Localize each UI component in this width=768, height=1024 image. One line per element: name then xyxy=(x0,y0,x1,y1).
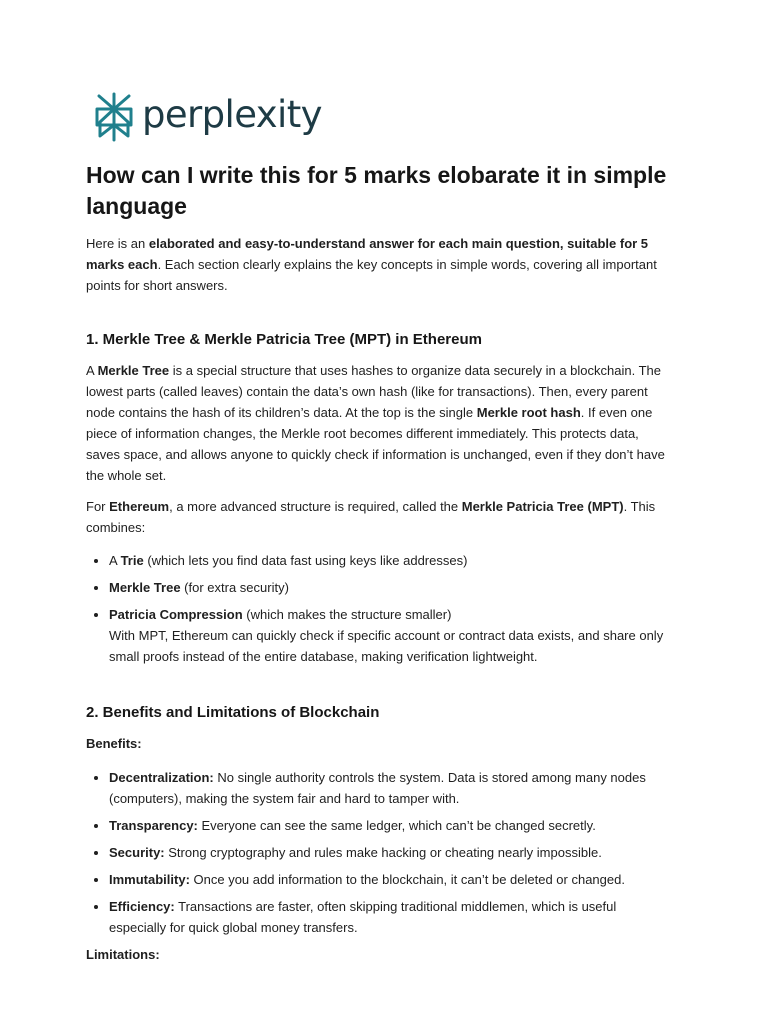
benefits-list xyxy=(86,767,676,938)
section-1-paragraph-1: A Merkle Tree is a special structure that uses hashes to organize data securely in a blockchain. The lowest parts (called leaves) contain the data’s own hash (like for transactions). Then, every parent node contains the hash of its children’s data. At the top is the single Merkle root hash. If even one piece of information changes, the Merkle root becomes different immediately. This protects data, saves space, and allows anyone to quickly check if information is unchanged, even if they don’t have the whole set. xyxy=(86,363,665,483)
mpt-components-list xyxy=(86,550,676,667)
section-2-heading: 2. Benefits and Limitations of Blockchain xyxy=(86,704,380,721)
list-item: Efficiency: Transactions are faster, often skipping traditional middlemen, which is useful especially for quick global money transfers. xyxy=(86,896,676,938)
intro-paragraph: Here is an elaborated and easy-to-understand answer for each main question, suitable for 5 marks each. Each section clearly explains the key concepts in simple words, covering all important points for short answers. xyxy=(86,236,657,293)
section-1-paragraph-2: For Ethereum, a more advanced structure is required, called the Merkle Patricia Tree (MPT). This combines: xyxy=(86,499,656,535)
list-item: A Trie (which lets you find data fast using keys like addresses) xyxy=(86,550,676,571)
list-item: Patricia Compression (which makes the structure smaller) With MPT, Ethereum can quickly check if specific account or contract data exists, and share only small proofs instead of the entire database, making verification lightweight. xyxy=(86,604,676,667)
benefits-label: Benefits: xyxy=(86,736,142,751)
list-item: Security: Strong cryptography and rules make hacking or cheating nearly impossible. xyxy=(86,842,676,863)
logo-wordmark: perplexity xyxy=(142,92,322,136)
list-item: Merkle Tree (for extra security) xyxy=(86,577,676,598)
perplexity-logo-icon xyxy=(94,92,134,142)
list-item: Decentralization: No single authority controls the system. Data is stored among many nodes (computers), making the system fair and hard to tamper with. xyxy=(86,767,676,809)
list-item: Transparency: Everyone can see the same ledger, which can’t be changed secretly. xyxy=(86,815,676,836)
page-title: How can I write this for 5 marks elobarate it in simple language xyxy=(86,162,667,219)
section-1-heading: 1. Merkle Tree & Merkle Patricia Tree (MPT) in Ethereum xyxy=(86,331,482,348)
logo xyxy=(94,92,322,142)
limitations-label: Limitations: xyxy=(86,947,160,962)
list-item: Immutability: Once you add information to the blockchain, it can’t be deleted or changed. xyxy=(86,869,676,890)
